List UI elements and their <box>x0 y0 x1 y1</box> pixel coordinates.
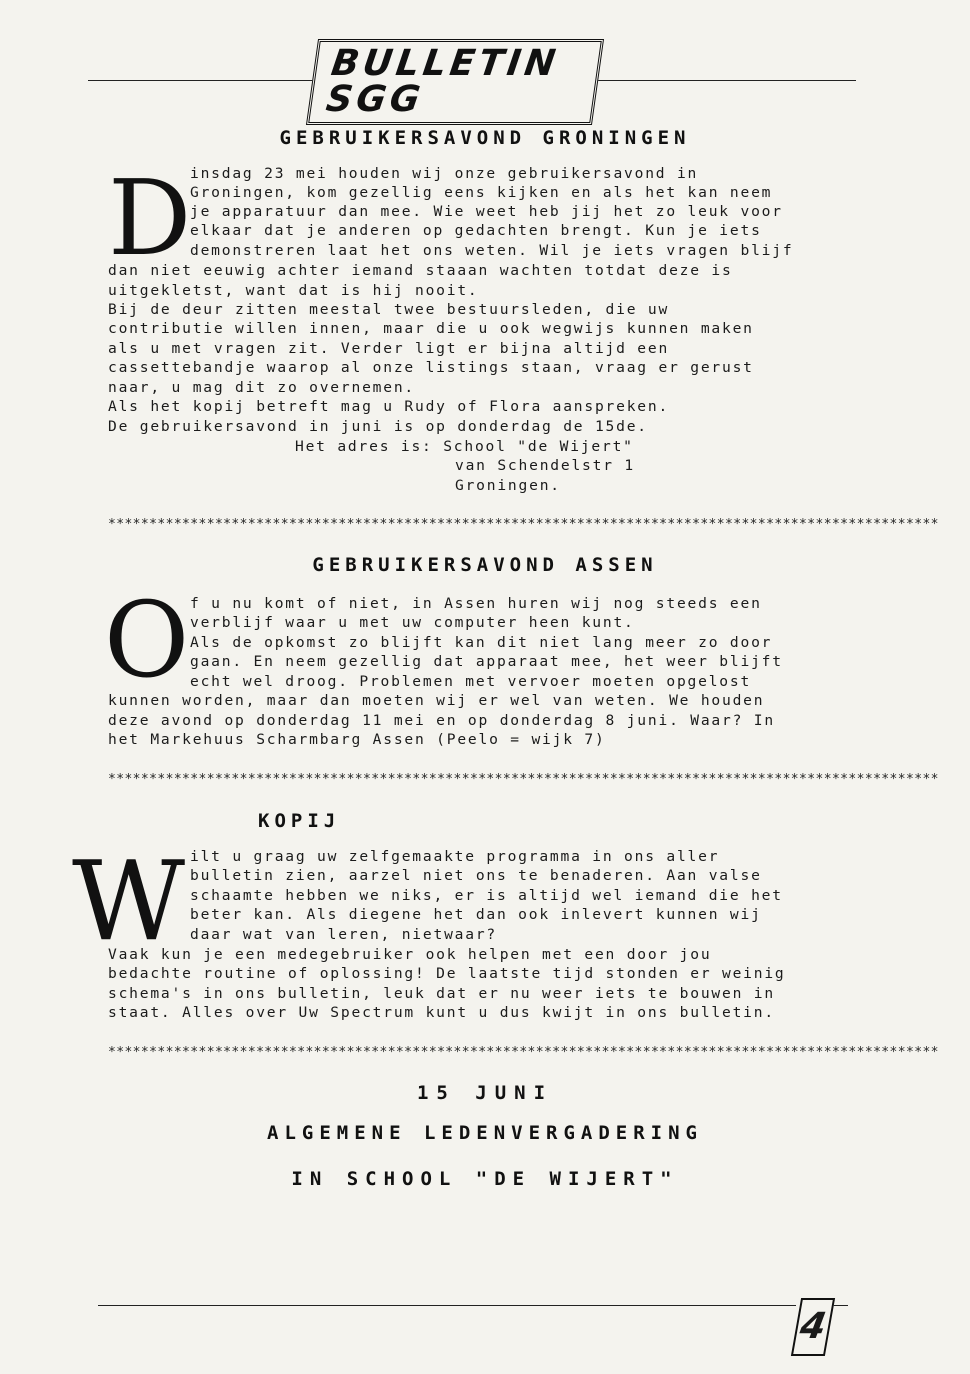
announcement-location: IN SCHOOL "DE WIJERT" <box>291 1168 679 1190</box>
groningen-line: demonstreren laat het ons weten. Wil je iets vragen blijf <box>190 242 794 259</box>
groningen-line: Groningen, kom gezellig eens kijken en als het kan neem <box>190 184 773 201</box>
kopij-line: staat. Alles over Uw Spectrum kunt u dus kwijt in ons bulletin. <box>108 1004 775 1021</box>
groningen-line: elkaar dat je anderen op gedachten brengt. Kun je iets <box>190 222 762 239</box>
groningen-line: De gebruikersavond in juni is op donderdag de 15de. <box>108 418 648 435</box>
groningen-line: insdag 23 mei houden wij onze gebruikersavond in <box>190 165 699 182</box>
groningen-line: dan niet eeuwig achter iemand staaan wachten totdat deze is <box>108 262 733 279</box>
header-rule-left <box>88 80 314 81</box>
assen-line: gaan. En neem gezellig dat apparaat mee, het weer blijft <box>190 653 783 670</box>
announcement-date: 15 JUNI <box>416 1082 554 1104</box>
kopij-line: beter kan. Als diegene het dan ook inlevert kunnen wij <box>190 906 762 923</box>
masthead-logo: BULLETIN SGG <box>306 39 604 125</box>
kopij-line: bulletin zien, aarzel niet ons te benaderen. Aan valse <box>190 867 762 884</box>
assen-line: Als de opkomst zo blijft kan dit niet lang meer zo door <box>190 634 773 651</box>
assen-line: verblijf waar u met uw computer heen kunt. <box>190 614 635 631</box>
assen-line: f u nu komt of niet, in Assen huren wij nog steeds een <box>190 595 762 612</box>
groningen-line: uitgekletst, want dat is hij nooit. <box>108 282 479 299</box>
dropcap-o: O <box>104 579 190 701</box>
kopij-line: ilt u graag uw zelfgemaakte programma in ons aller <box>190 848 720 865</box>
groningen-line: je apparatuur dan mee. Wie weet heb jij het zo leuk voor <box>190 203 783 220</box>
announcement-title: ALGEMENE LEDENVERGADERING <box>267 1122 703 1144</box>
kopij-line: bedachte routine of oplossing! De laatste tijd stonden er weinig <box>108 965 786 982</box>
groningen-address: Groningen. <box>455 477 561 494</box>
assen-line: kunnen worden, maar dan moeten wij er wel van weten. We houden <box>108 692 765 709</box>
dropcap-w: W <box>72 837 186 965</box>
kopij-line: Vaak kun je een medegebruiker ook helpen met een door jou <box>108 946 712 963</box>
groningen-line: contributie willen innen, maar die u ook wegwijs kunnen maken <box>108 320 754 337</box>
groningen-line: naar, u mag dit zo overnemen. <box>108 379 415 396</box>
separator: ***************************************************************************************************** <box>108 772 939 787</box>
kopij-line: schema's in ons bulletin, leuk dat er nu weer iets te bouwen in <box>108 985 775 1002</box>
assen-line: het Markehuus Scharmbarg Assen (Peelo = wijk 7) <box>108 731 606 748</box>
section-heading-assen: GEBRUIKERSAVOND ASSEN <box>312 554 658 576</box>
masthead <box>312 43 598 120</box>
groningen-address: van Schendelstr 1 <box>455 457 635 474</box>
kopij-line: schaamte hebben we niks, er is altijd wel iemand die het <box>190 887 783 904</box>
separator: ***************************************************************************************************** <box>108 517 939 532</box>
footer-rule-left <box>98 1305 796 1306</box>
separator: ***************************************************************************************************** <box>108 1045 939 1060</box>
groningen-address: Het adres is: School "de Wijert" <box>295 438 634 455</box>
groningen-line: als u met vragen zit. Verder ligt er bijna altijd een <box>108 340 670 357</box>
kopij-line: daar wat van leren, nietwaar? <box>190 926 497 943</box>
page-number: 4 <box>791 1298 835 1356</box>
groningen-line: cassettebandje waarop al onze listings staan, vraag er gerust <box>108 359 754 376</box>
dropcap-d: D <box>108 157 192 279</box>
groningen-line: Als het kopij betreft mag u Rudy of Flora aanspreken. <box>108 398 670 415</box>
section-heading-kopij: KOPIJ <box>258 810 341 832</box>
assen-line: deze avond op donderdag 11 mei en op donderdag 8 juni. Waar? In <box>108 712 775 729</box>
groningen-line: Bij de deur zitten meestal twee bestuursleden, die uw <box>108 301 670 318</box>
assen-line: echt wel droog. Problemen met vervoer moeten opgelost <box>190 673 752 690</box>
header-rule-right <box>596 80 856 81</box>
section-heading-groningen: GEBRUIKERSAVOND GRONINGEN <box>279 127 691 149</box>
